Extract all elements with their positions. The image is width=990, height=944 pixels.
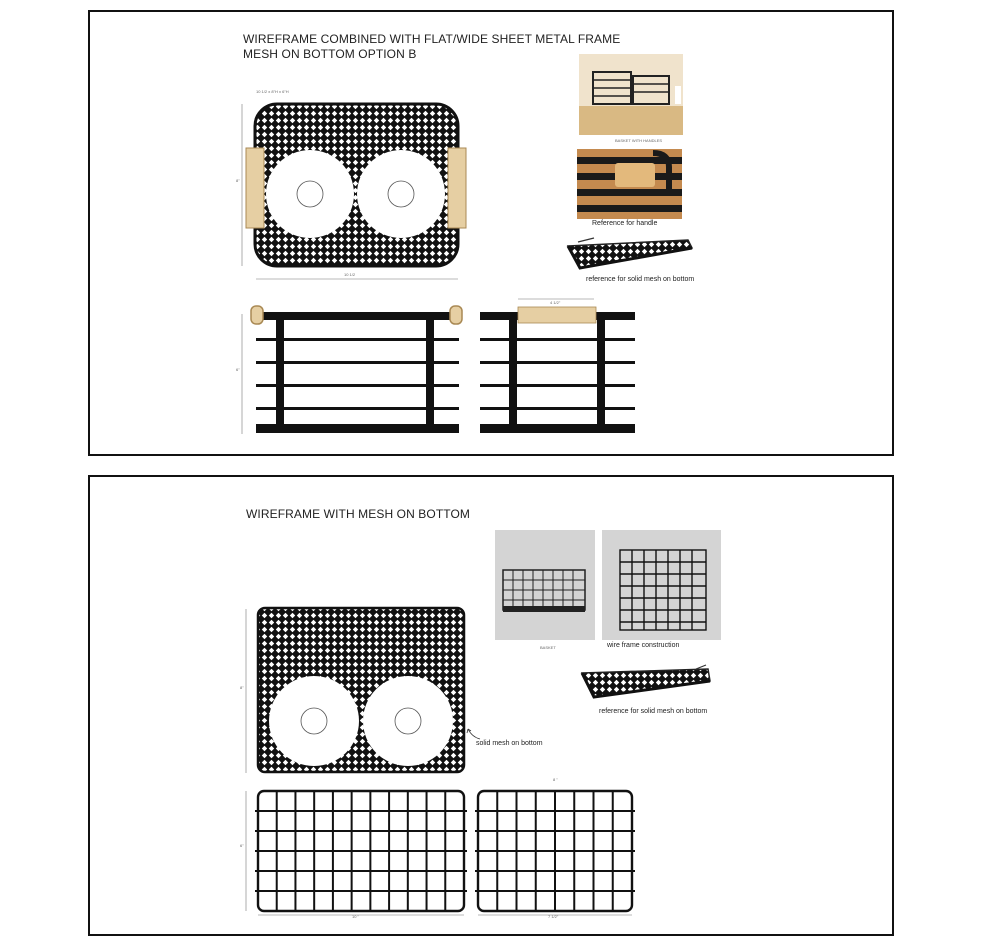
dim-top-side: 8 " bbox=[553, 777, 558, 782]
dim-height-top: 8" bbox=[236, 178, 240, 183]
panel-b-title: WIREFRAME COMBINED WITH FLAT/WIDE SHEET METAL FRAME MESH ON BOTTOM OPTION B bbox=[243, 32, 621, 61]
ref-mesh-caption-c: reference for solid mesh on bottom bbox=[599, 708, 708, 715]
photo-wire-basket-low bbox=[495, 530, 595, 640]
dim-width-side: 7 1/2" bbox=[548, 914, 559, 919]
top-view-drawing bbox=[240, 96, 480, 286]
side-wire-view bbox=[472, 777, 642, 922]
handle-right bbox=[448, 148, 466, 228]
handle-left bbox=[246, 148, 264, 228]
photo-wire-basket-tall bbox=[602, 530, 721, 640]
front-view-drawing bbox=[240, 302, 470, 442]
dim-width-top: 10 1/2 bbox=[344, 272, 356, 277]
note-solid-mesh: solid mesh on bottom bbox=[476, 740, 543, 747]
dim-height-side: 6" bbox=[236, 367, 240, 372]
photo-handle-reference bbox=[577, 149, 682, 219]
photo-small-label-b: BASKET WITH HANDLES bbox=[615, 138, 663, 143]
photo-mesh-tray-b bbox=[564, 234, 694, 274]
dim-height-side-c: 6" bbox=[240, 843, 244, 848]
photo-baskets-shelf bbox=[579, 54, 683, 135]
panel-c-title: WIREFRAME WITH MESH ON BOTTOM bbox=[246, 507, 471, 521]
dim-width-front: 10 " bbox=[352, 914, 359, 919]
top-view-drawing-c bbox=[240, 605, 480, 780]
side-view-drawing bbox=[478, 297, 638, 442]
photo-small-label-c: BASKET bbox=[540, 645, 556, 650]
dim-handle: 4 1/2" bbox=[550, 300, 561, 305]
photo-mesh-tray-c bbox=[578, 665, 713, 705]
front-wire-view bbox=[240, 785, 470, 925]
top-dim-note: 10 1/2 x 8"H x 6"H bbox=[256, 89, 289, 94]
panel-mesh-bottom bbox=[88, 475, 894, 936]
panel-option-b bbox=[88, 10, 894, 456]
dim-height-top-c: 8" bbox=[240, 685, 244, 690]
ref-mesh-caption-b: reference for solid mesh on bottom bbox=[586, 276, 695, 283]
ref-wire-caption: wire frame construction bbox=[607, 642, 680, 649]
ref-handle-caption: Reference for handle bbox=[592, 220, 658, 227]
